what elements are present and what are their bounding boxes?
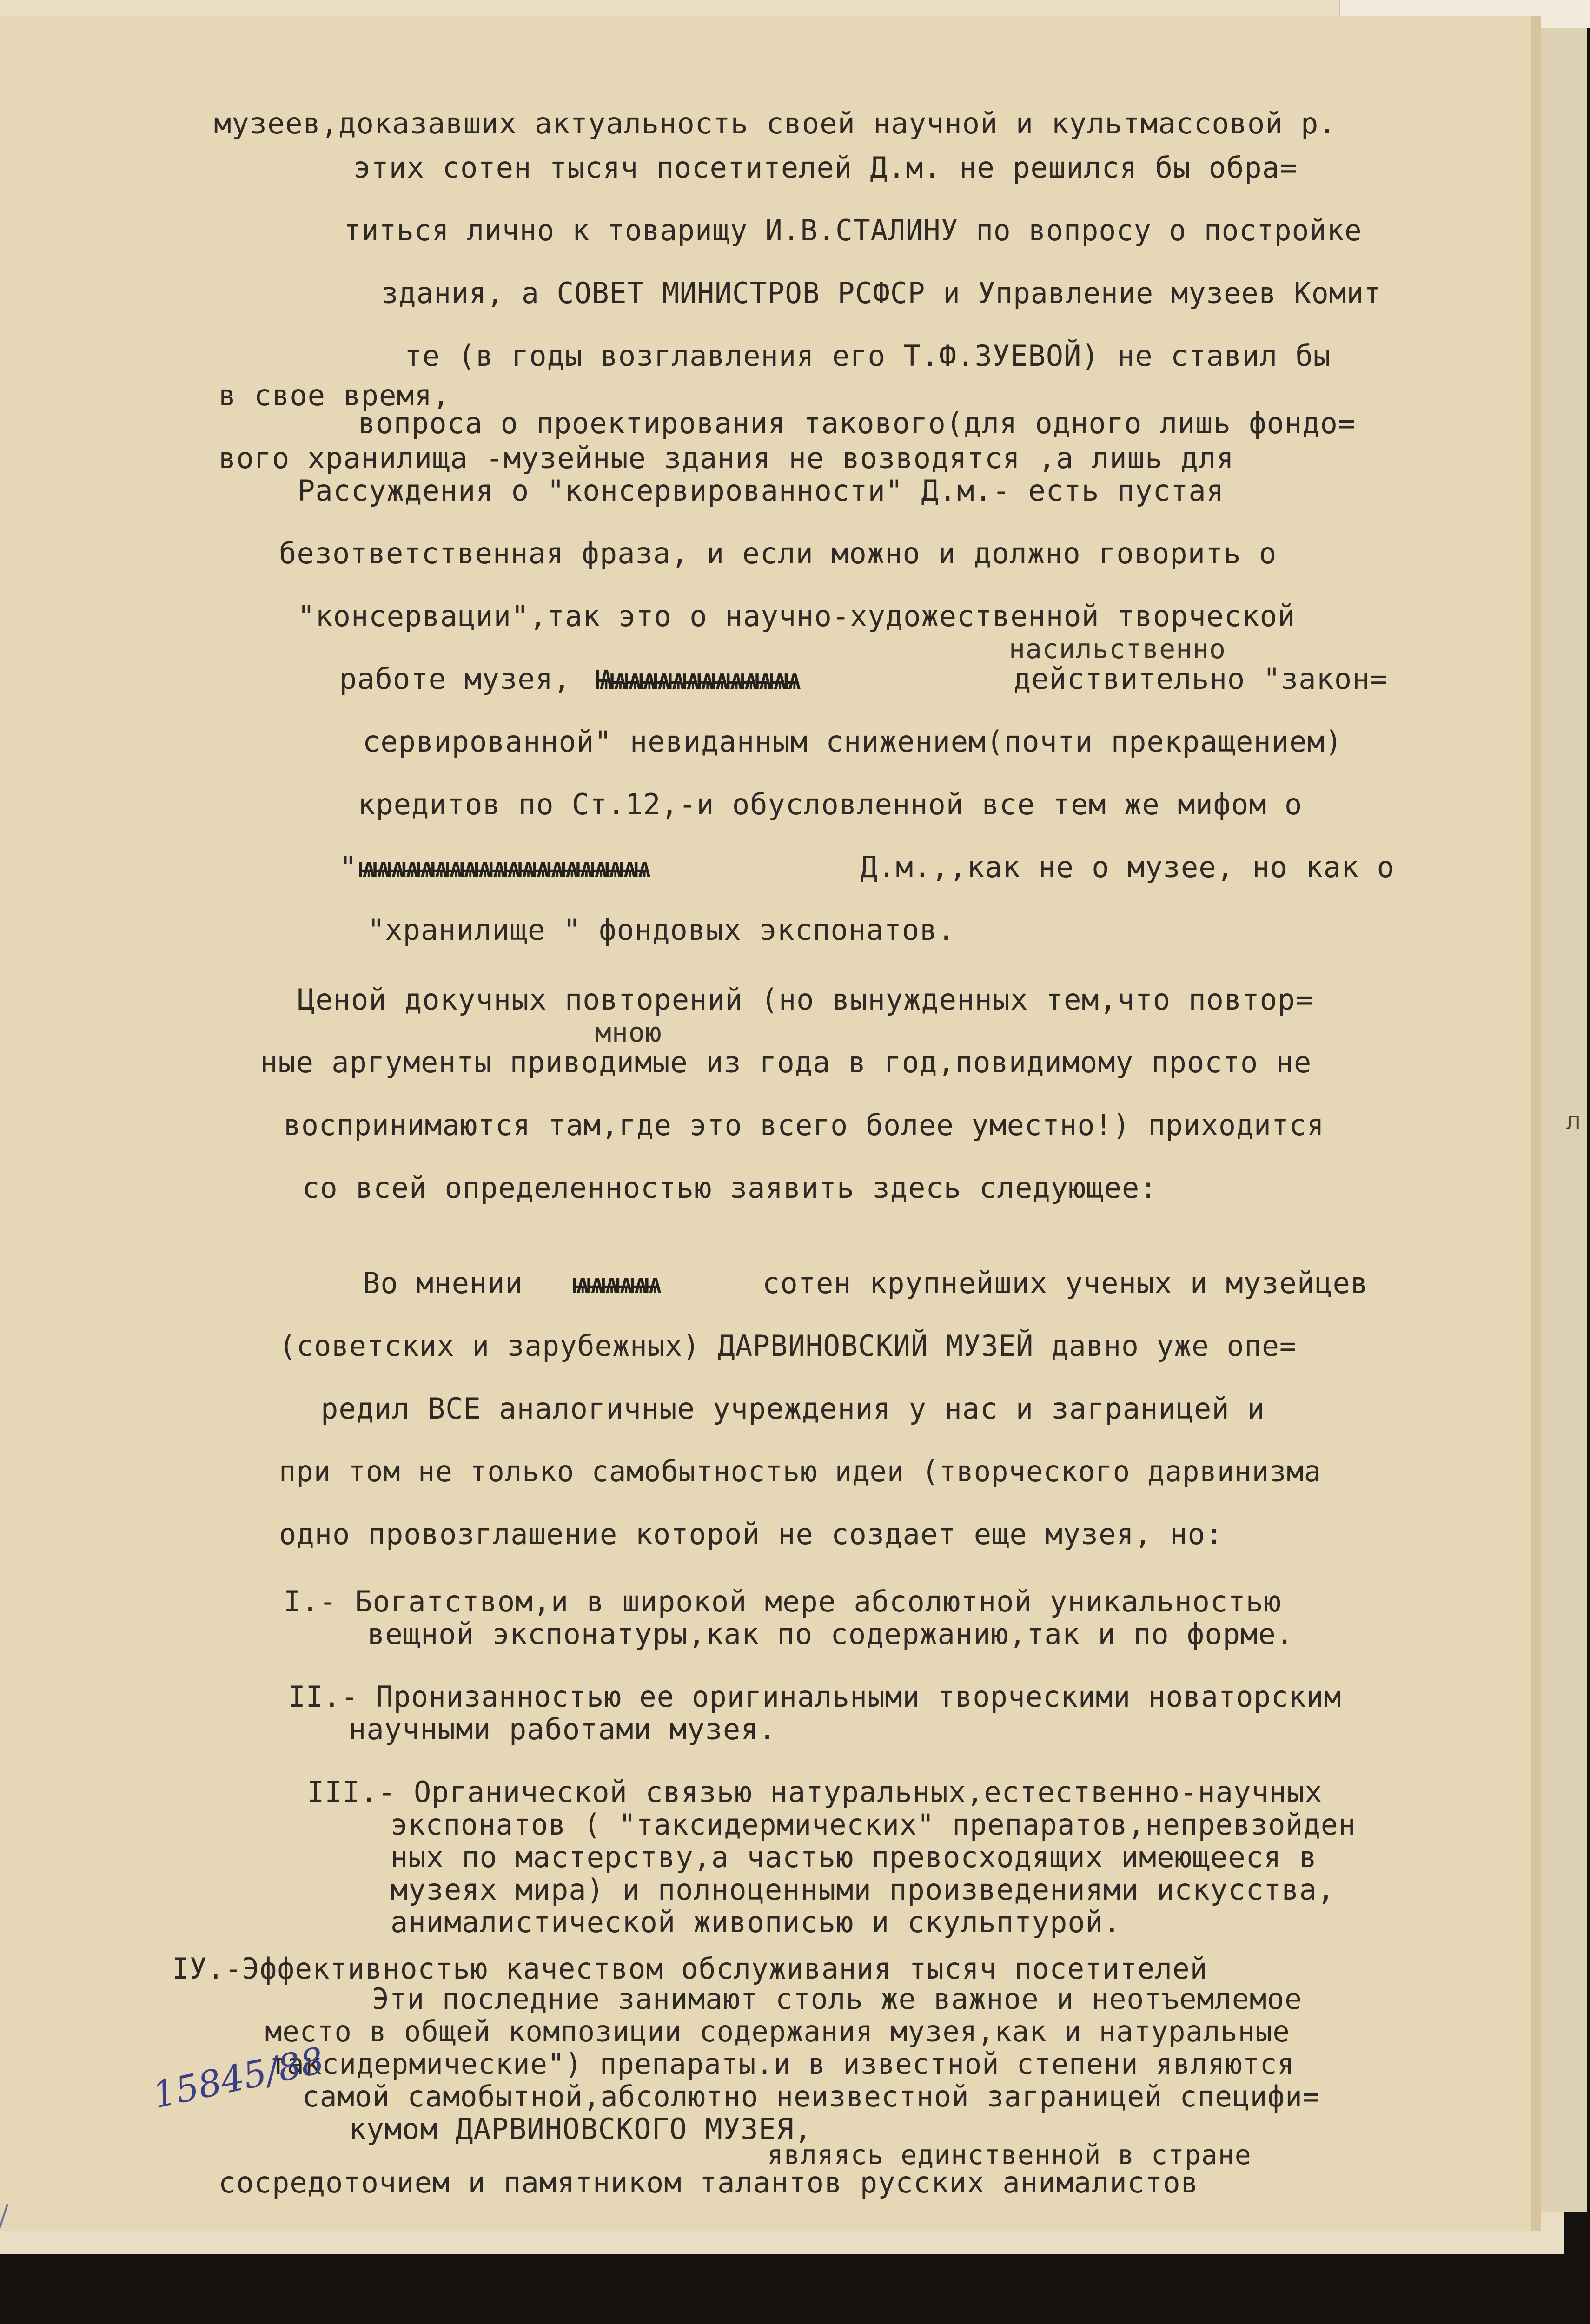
text-line: титься лично к товарищу И.В.СТАЛИНУ по вопросу о постройке [344,213,1362,247]
text-line: здания, а СОВЕТ МИНИСТРОВ РСФСР и Управление музеев Комит [381,276,1382,310]
list-item-continued: вещной экспонатуры,как по содержанию,так и по форме. [367,1617,1294,1651]
text-line: редил ВСЕ аналогичные учреждения у нас и заграницей и [321,1392,1265,1426]
text-line: в свое время, [219,378,450,412]
struck-text: ѩѩѩѩѩѩѩѩѩѩѩѩѩѩѩѩѩѩѩѩ [358,850,649,884]
list-item: IУ.-Эффективностью качеством обслуживания тысяч посетителей [172,1952,1208,1986]
text-line: те (в годы возглавления его Т.Ф.ЗУЕВОЙ) не ставил бы [404,339,1332,373]
text-line: вопроса о проектирования такового(для одного лишь фондо= [358,406,1356,440]
text-line: воспринимаются там,где это всего более уместно!) приходится [284,1108,1325,1142]
text-line: Во мнении [363,1266,523,1300]
text-line: вого хранилища -музейные здания не возводятся ,а лишь для [219,441,1234,475]
list-item-continued: анималистической живописью и скульптурой. [391,1905,1121,1939]
text-line: сотен крупнейших ученых и музейцев [762,1266,1369,1300]
text-line: (советских и зарубежных) ДАРВИНОВСКИЙ МУЗЕЙ давно уже опе= [279,1329,1297,1363]
text-line: "консервации",так это о научно-художественной творческой [298,599,1296,633]
text-line: Рассуждения о "консервированности" Д.м.- есть пустая [298,474,1225,508]
text-line: сосредоточием и памятником талантов русских анималистов [219,2166,1199,2199]
text-line: место в общей композиции содержания музея,как и натуральные [265,2014,1290,2048]
struck-text: ѩѩѩѩѩѩ [572,1266,659,1300]
text-line: " [339,850,358,884]
text-line: Ценой докучных повторений (но вынужденных тем,что повтор= [298,983,1313,1017]
text-line: безответственная фраза, и если можно и должно говорить о [279,536,1277,570]
text-line: "хранилище " фондовых экспонатов. [367,913,955,947]
archive-number-stamp: 15845/88 [149,2040,328,2117]
text-line: при том не только самобытностью идеи (творческого дарвинизма [279,1454,1322,1488]
text-line: сервированной" невиданным снижением(почти прекращением) [363,725,1343,759]
list-item-continued: ных по мастерству,а частью превосходящих имеющееся в [391,1840,1318,1874]
text-line: Д.м.,,как не о музее, но как о [860,850,1395,884]
list-item: III.- Органической связью натуральных,естественно-научных [307,1775,1323,1809]
list-item: I.- Богатством,и в широкой мере абсолютной уникальностью [284,1585,1282,1618]
typed-page [0,16,1541,2231]
list-item-continued: научными работами музея. [349,1712,776,1746]
text-line: кредитов по Ст.12,-и обусловленной все тем же мифом о [358,787,1303,821]
list-item-continued: экспонатов ( "таксидермических" препаратов,непревзойден [391,1808,1356,1842]
text-line: кумом ДАРВИНОВСКОГО МУЗЕЯ, [349,2112,812,2146]
text-line: самой самобытной,абсолютно неизвестной заграницей специфи= [302,2080,1320,2113]
text-line: этих сотен тысяч посетителей Д.м. не решился бы обра= [353,151,1298,185]
insertion-line: являясь единственной в стране [767,2139,1252,2171]
struck-text: Ѩѩѩѩѩѩѩѩѩѩѩѩѩѩ [595,662,798,696]
list-item: II.- Пронизанностью ее оригинальными творческими новаторским [288,1680,1342,1714]
insertion-word: мною [595,1017,662,1048]
insertion-word: насильственно [1009,633,1226,665]
margin-mark: л [1566,1106,1581,1136]
list-item-continued: музеях мира) и полноценными произведениями искусства, [391,1873,1335,1907]
text-line: действительно "закон= [1014,662,1388,696]
text-line: со всей определенностью заявить здесь следующее: [302,1171,1158,1205]
text-line: Эти последние занимают столь же важное и неотъемлемое [372,1982,1302,2016]
text-line: музеев,доказавших актуальность своей научной и культмассовой р. [214,106,1337,140]
text-line: ные аргументы приводимые из года в год,повидимому просто не [260,1045,1312,1079]
text-line: таксидермические") препараты.и в известной степени являются [270,2047,1295,2081]
text-line: работе музея, [339,662,571,696]
text-line: одно провозглашение которой не создает еще музея, но: [279,1517,1224,1551]
